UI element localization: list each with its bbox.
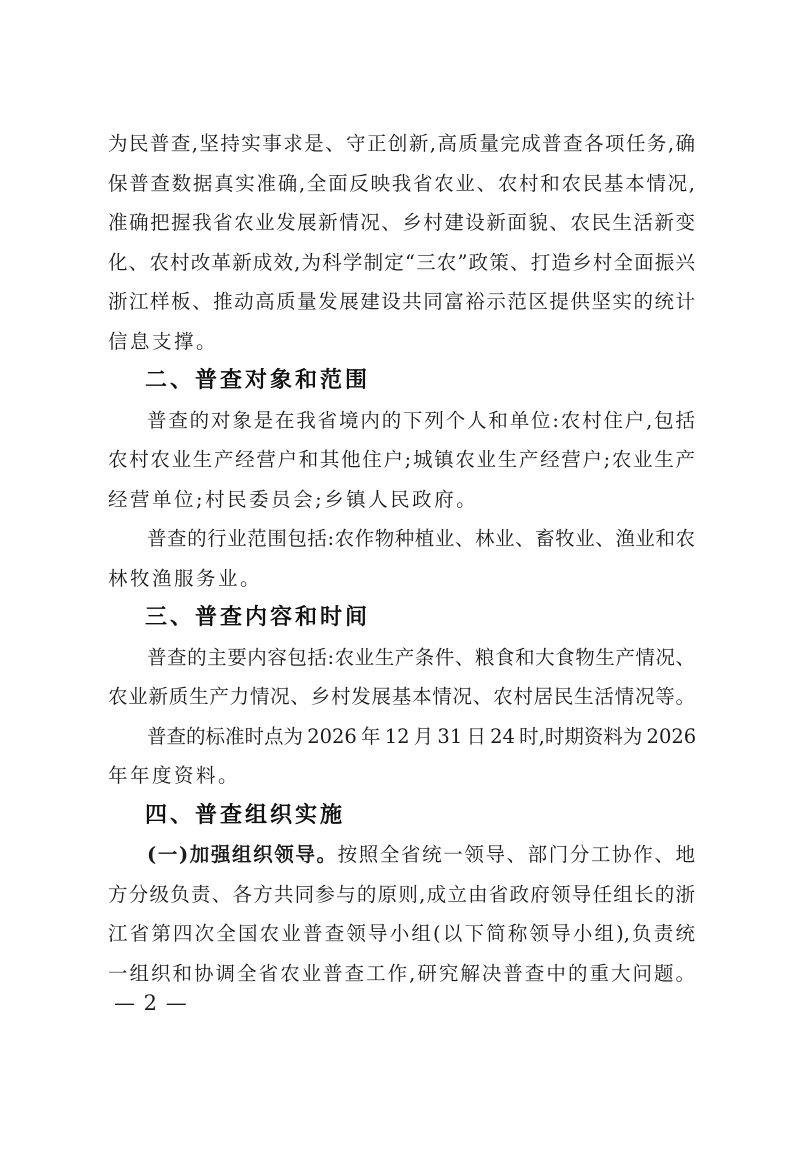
paragraph-line: 普查的行业范围包括:农作物种植业、林业、畜牧业、渔业和农: [147, 527, 695, 550]
paragraph-line: [108, 835, 695, 875]
document-body: [108, 124, 695, 993]
paragraph-line: 江省第四次全国农业普查领导小组(以下简称领导小组),负责统: [108, 922, 695, 945]
page-number: — 2 —: [114, 991, 188, 1015]
paragraph-line: 普查的主要内容包括:农业生产条件、粮食和大食物生产情况、: [147, 645, 695, 669]
paragraph-line: 普查的对象是在我省境内的下列个人和单位:农村住户,包括: [147, 408, 695, 432]
paragraph-line: 浙江样板、推动高质量发展建设共同富裕示范区提供坚实的统计: [108, 290, 695, 313]
paragraph-line: 农业新质生产力情况、乡村发展基本情况、农村居民生活情况等。: [108, 685, 695, 708]
paragraph-line: 农村农业生产经营户和其他住户;城镇农业生产经营户;农业生产: [108, 448, 695, 471]
paragraph-line: 一组织和协调全省农业普查工作,研究解决普查中的重大问题。: [108, 961, 695, 985]
paragraph-line: 普查的标准时点为 2026 年 12 月 31 日 24 时,时期资料为 2026: [147, 724, 697, 748]
paragraph-line: 为民普查,坚持实事求是、守正创新,高质量完成普查各项任务,确: [108, 132, 695, 155]
paragraph-line: 年年度资料。: [108, 764, 241, 787]
paragraph-line-text: 按照全省统一领导、部门分工协作、地: [337, 843, 695, 866]
paragraph-lead-bold: (一)加强组织领导。: [147, 843, 338, 866]
heading-census-content-time: 三、普查内容和时间: [145, 605, 371, 630]
paragraph-line: 保普查数据真实准确,全面反映我省农业、农村和农民基本情况,: [108, 171, 695, 195]
paragraph-line: 林牧渔服务业。: [108, 566, 263, 590]
paragraph-line: 经营单位;村民委员会;乡镇人民政府。: [108, 487, 479, 511]
heading-census-organization: 四、普查组织实施: [145, 802, 346, 828]
paragraph-line: 方分级负责、各方共同参与的原则,成立由省政府领导任组长的浙: [108, 882, 695, 906]
heading-census-scope: 二、普查对象和范围: [145, 368, 371, 393]
paragraph-line: 准确把握我省农业发展新情况、乡村建设新面貌、农民生活新变: [108, 211, 695, 234]
paragraph-line: 信息支撑。: [108, 329, 219, 353]
paragraph-line: 化、农村改革新成效,为科学制定“三农”政策、打造乡村全面振兴: [108, 250, 695, 274]
